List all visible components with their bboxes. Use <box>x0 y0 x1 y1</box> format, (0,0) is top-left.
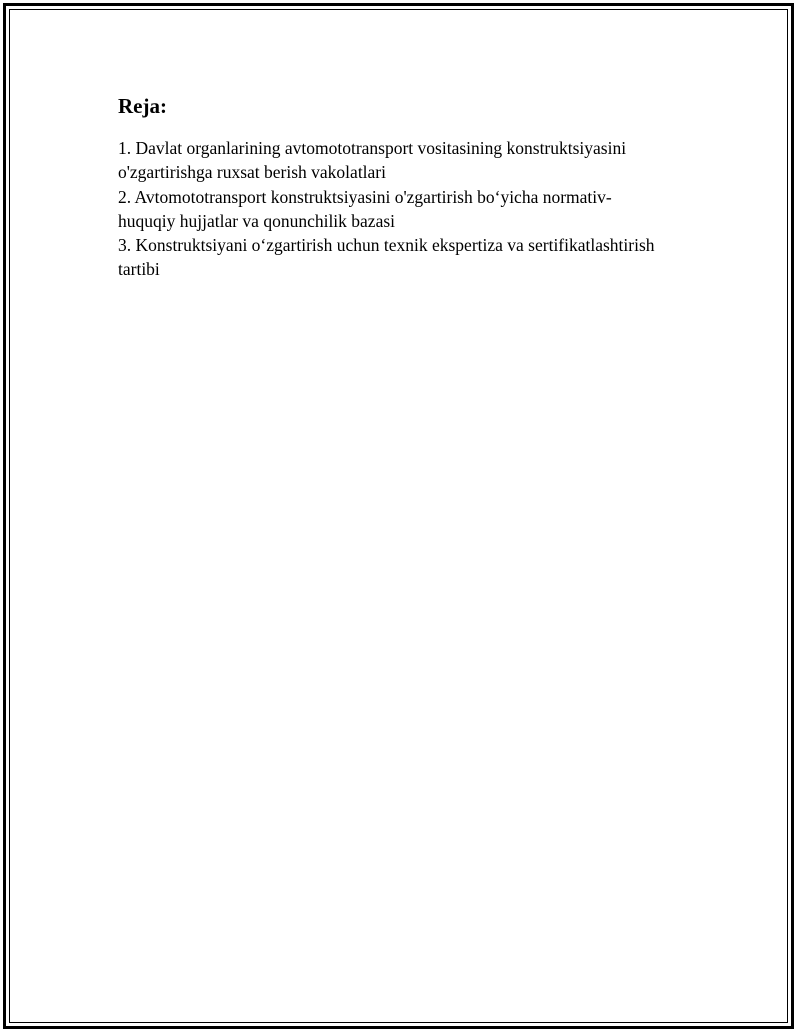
plan-item-3-line-1: 3. Konstruktsiyani o‘zgartirish uchun texnik ekspertiza va sertifikatlashtirish <box>118 235 655 256</box>
plan-item-1 <box>118 136 698 185</box>
plan-item-2 <box>118 185 698 234</box>
plan-item-1-line-1: 1. Davlat organlarining avtomototransport vositasining konstruktsiyasini <box>118 138 627 158</box>
plan-list <box>118 136 698 282</box>
plan-item-1-line-2: o'zgartirishga ruxsat berish vakolatlari <box>118 162 386 183</box>
document-content <box>118 92 698 282</box>
plan-item-3-line-2: tartibi <box>118 259 160 280</box>
plan-item-2-line-1: 2. Avtomototransport konstruktsiyasini o'zgartirish bo‘yicha normativ- <box>118 186 612 207</box>
plan-heading: Reja: <box>118 94 167 118</box>
plan-item-3 <box>118 233 698 282</box>
plan-item-2-line-2: huquqiy hujjatlar va qonunchilik bazasi <box>118 210 396 231</box>
